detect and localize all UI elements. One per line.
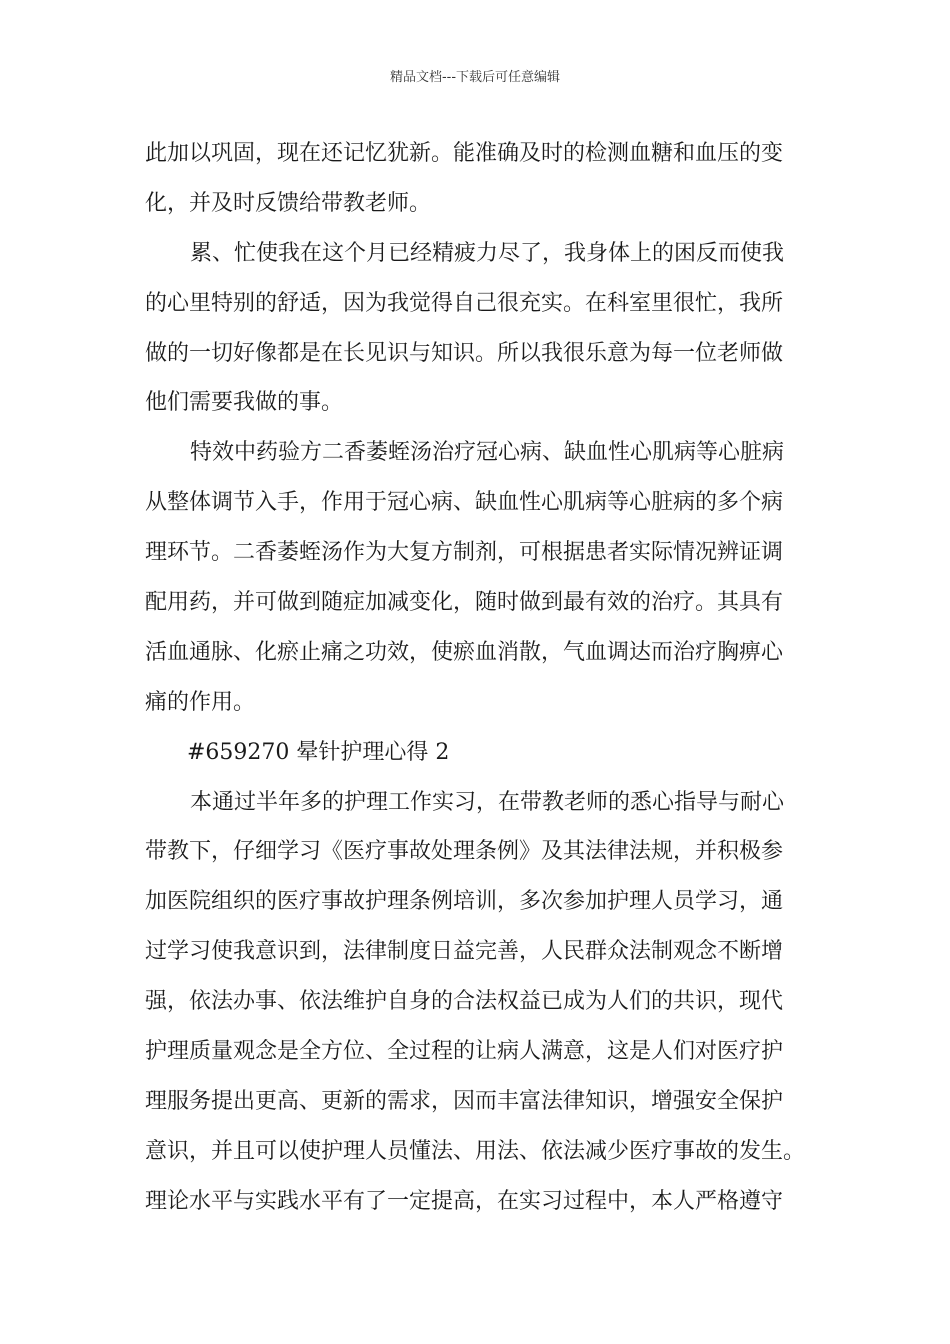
paragraph-start-line: 本通过半年多的护理工作实习，在带教老师的悉心指导与耐心 <box>190 789 785 815</box>
text-line: 理论水平与实践水平有了一定提高，在实习过程中，本人严格遵守 <box>145 1188 784 1214</box>
text-line: 护理质量观念是全方位、全过程的让病人满意，这是人们对医疗护 <box>145 1039 784 1065</box>
text-line: 加医院组织的医疗事故护理条例培训，多次参加护理人员学习，通 <box>145 889 784 915</box>
text-line: 做的一切好像都是在长见识与知识。所以我很乐意为每一位老师做 <box>145 340 784 366</box>
text-line: 的心里特别的舒适，因为我觉得自己很充实。在科室里很忙，我所 <box>145 290 784 316</box>
text-line: 带教下，仔细学习《医疗事故处理条例》及其法律法规，并积极参 <box>145 839 784 865</box>
section-heading: #659270 晕针护理心得 2 <box>187 739 450 765</box>
text-line: 配用药，并可做到随症加减变化，随时做到最有效的治疗。其具有 <box>145 590 784 616</box>
text-line: 强，依法办事、依法维护自身的合法权益已成为人们的共识，现代 <box>145 989 784 1015</box>
text-line: 化，并及时反馈给带教老师。 <box>145 190 432 216</box>
text-line: 他们需要我做的事。 <box>145 390 344 416</box>
text-line: 此加以巩固，现在还记忆犹新。能准确及时的检测血糖和血压的变 <box>145 141 784 166</box>
text-line: 过学习使我意识到，法律制度日益完善，人民群众法制观念不断增 <box>145 939 784 965</box>
document-body <box>145 129 835 1227</box>
paragraph-start-line: 特效中药验方二香萎蛭汤治疗冠心病、缺血性心肌病等心脏病 <box>190 440 785 466</box>
text-line: 理服务提出更高、更新的需求，因而丰富法律知识，增强安全保护 <box>145 1088 784 1114</box>
text-line: 痛的作用。 <box>145 689 256 715</box>
text-line: 理环节。二香萎蛭汤作为大复方制剂，可根据患者实际情况辨证调 <box>145 540 784 566</box>
text-line: 从整体调节入手，作用于冠心病、缺血性心肌病等心脏病的多个病 <box>145 490 784 516</box>
paragraph-start-line: 累、忙使我在这个月已经精疲力尽了，我身体上的困反而使我 <box>190 240 785 266</box>
page-header: 精品文档---下载后可任意编辑 <box>389 70 561 85</box>
text-line: 活血通脉、化瘀止痛之功效，使瘀血消散，气血调达而治疗胸痹心 <box>145 639 784 665</box>
text-line: 意识，并且可以使护理人员懂法、用法、依法减少医疗事故的发生。 <box>145 1138 806 1164</box>
